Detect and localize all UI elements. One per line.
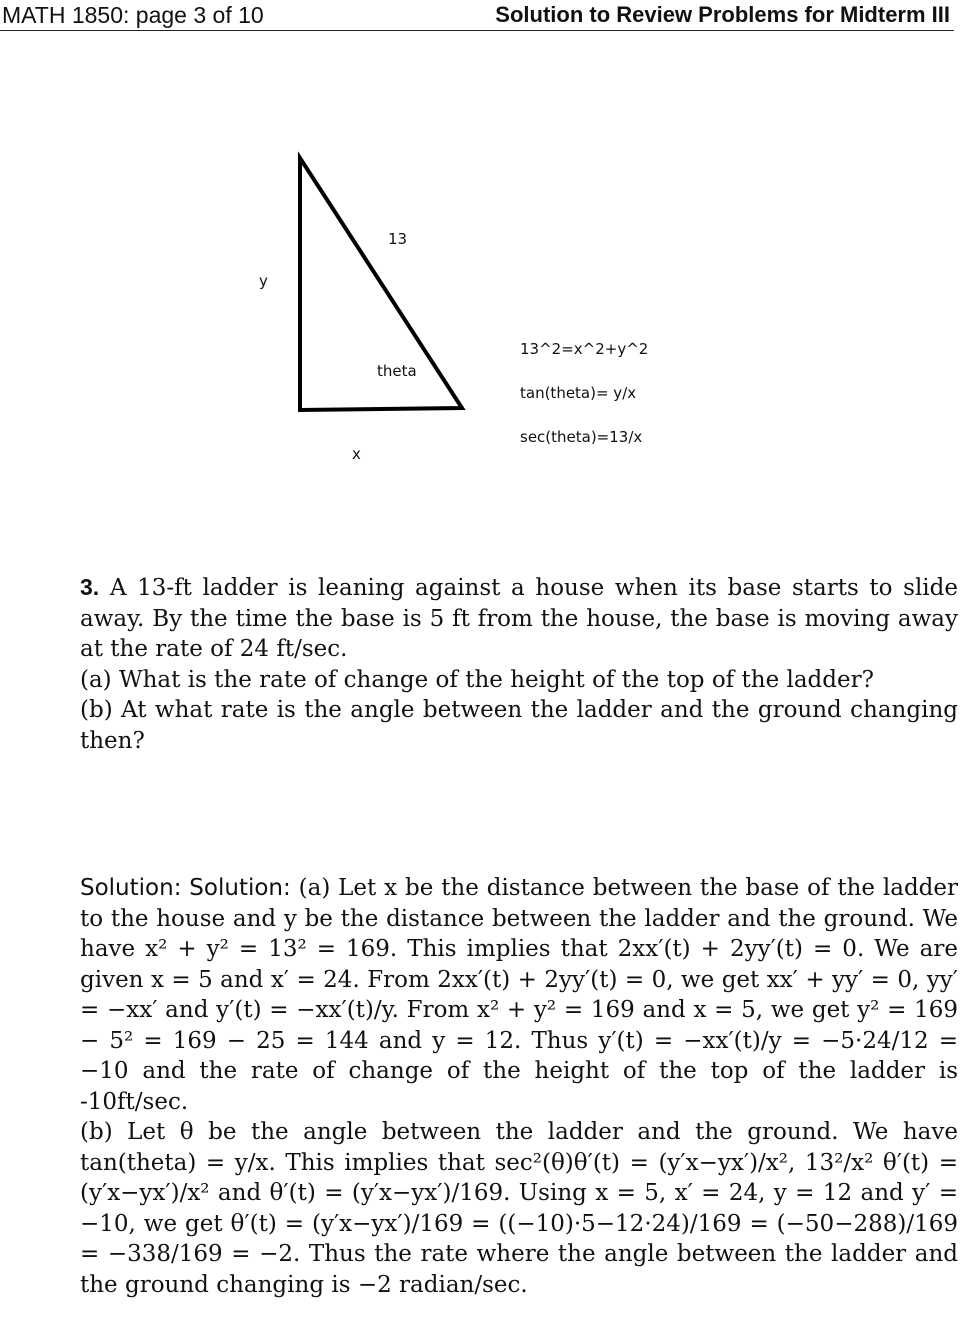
header-rule xyxy=(0,30,954,31)
solution-block xyxy=(80,873,958,1300)
figure-equations xyxy=(520,340,648,472)
equation-pythagoras: 13^2=x^2+y^2 xyxy=(520,340,649,358)
problem-part-b: (b) At what rate is the angle between the ladder and the ground changing then? xyxy=(80,697,958,754)
solution-label: Solution: Solution: xyxy=(80,875,291,901)
equation-sec: sec(theta)=13/x xyxy=(520,428,643,446)
problem-intro xyxy=(80,572,958,665)
solution-part-b: (b) Let θ be the angle between the ladder and the ground. We have tan(theta) = y/x. This implies that sec²(θ)θ′(t) = (y′x−yx′)/x², 13²/x² θ′(t) = (y′x−yx′)/x² and θ′(t) = (y′x−yx′)/169. Using x = 5, x′ = 24, y = 12 and y′ = −10, we get θ′(t) = (y′x−yx′)/169 = ((−10)·5−12·24)/169 = (−50−288)/169 = −338/169 = −2. Thus the rate where the angle between the ladder and the ground changing is −2 radian/sec. xyxy=(80,1119,958,1298)
header-title: Solution to Review Problems for Midterm III xyxy=(495,2,950,27)
problem-statement xyxy=(80,572,958,756)
header-course: MATH 1850: page 3 of 10 xyxy=(2,2,264,28)
label-theta: theta xyxy=(377,362,417,380)
problem-part-a: (a) What is the rate of change of the height of the top of the ladder? xyxy=(80,666,874,693)
triangle-diagram xyxy=(0,140,960,480)
solution-part-a-para xyxy=(80,873,958,1117)
ladder-figure xyxy=(0,140,960,480)
label-hypotenuse: 13 xyxy=(388,230,408,248)
label-y: y xyxy=(259,272,268,290)
label-x: x xyxy=(352,445,361,463)
problem-text: A 13-ft ladder is leaning against a house when its base starts to slide away. By the time the base is 5 ft from the house, the base is moving away at the rate of 24 ft/sec. xyxy=(80,575,958,662)
equation-tan: tan(theta)= y/x xyxy=(520,384,637,402)
problem-number: 3. xyxy=(80,574,100,600)
page-header xyxy=(0,0,960,32)
solution-part-a: (a) Let x be the distance between the base of the ladder to the house and y be the distance between the ladder and the ground. We have x² + y² = 13² = 169. This implies that 2xx′(t) + 2yy′(t) = 0. We are given x = 5 and x′ = 24. From 2xx′(t) + 2yy′(t) = 0, we get xx′ + yy′ = 0, yy′ = −xx′ and y′(t) = −xx′(t)/y. From x² + y² = 169 and x = 5, we get y² = 169 − 5² = 169 − 25 = 144 and y = 12. Thus y′(t) = −xx′(t)/y = −5·24/12 = −10 and the rate of change of the height of the top of the ladder is -10ft/sec. xyxy=(80,875,959,1115)
